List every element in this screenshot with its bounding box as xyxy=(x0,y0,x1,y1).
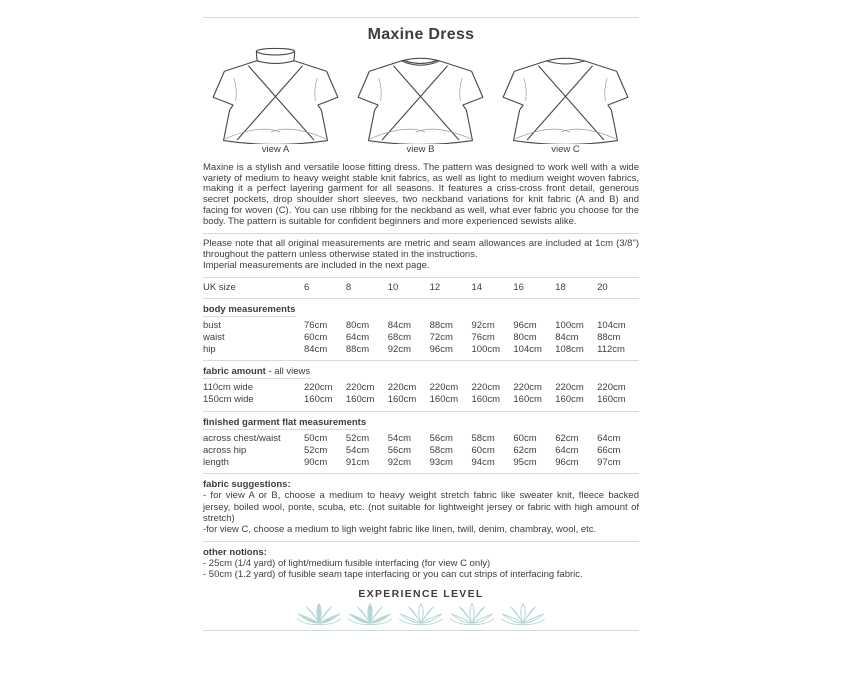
turtleneck-collar xyxy=(256,48,294,63)
lotus-outline-icon xyxy=(449,602,495,627)
row-label: 150cm wide xyxy=(203,394,254,406)
measurement-row xyxy=(203,457,639,469)
fabric-suggestions xyxy=(203,479,639,535)
measurement-value: 88cm xyxy=(597,331,621,343)
top-divider xyxy=(203,17,639,18)
section-header xyxy=(203,414,367,430)
measurement-value: 112cm xyxy=(597,343,625,355)
dress-illustrations xyxy=(203,47,639,155)
measurement-value: 76cm xyxy=(304,319,328,331)
row-label: across chest/waist xyxy=(203,432,281,444)
measurement-value: 62cm xyxy=(555,432,579,444)
pattern-description: Maxine is a stylish and versatile loose fitting dress. The pattern was designed to work well with a wide variety of medium to heavy weight stable knit fabrics, as well as light to medium weight woven fabrics, making it a perfect layering garment for all seasons. It features a criss-cross front detail, generous secret pockets, drop shoulder short sleeves, two neckband variations for knit fabric (A and B) and facing for woven (C). You can use ribbing for the neckband as well, what ever fabric you choose for the body. The pattern is suitable for confident beginners and more experienced sewists alike. xyxy=(203,162,639,227)
row-label: bust xyxy=(203,319,221,331)
measurement-value: 56cm xyxy=(387,444,411,456)
measurement-value: 220cm xyxy=(513,382,542,394)
measurement-value: 220cm xyxy=(304,382,333,394)
measurement-value: 160cm xyxy=(555,394,584,406)
view-a-label: view A xyxy=(261,144,290,155)
dress-view-c-illustration xyxy=(493,47,638,144)
row-label: waist xyxy=(203,331,225,343)
other-notions xyxy=(203,547,639,581)
measurement-value: 80cm xyxy=(513,331,537,343)
measurement-value: 54cm xyxy=(345,444,370,456)
measurement-value: 92cm xyxy=(387,343,411,355)
size-value: 14 xyxy=(471,282,483,294)
measurement-value: 50cm xyxy=(304,432,328,444)
measurement-value: 64cm xyxy=(555,444,579,456)
measurement-value: 60cm xyxy=(304,331,328,343)
note-imperial: Imperial measurements are included in the next page. xyxy=(203,259,430,271)
measurement-value: 220cm xyxy=(597,382,626,394)
section-header xyxy=(203,301,296,317)
measurement-value: 56cm xyxy=(429,432,453,444)
measurement-value: 160cm xyxy=(513,394,542,406)
measurement-rows xyxy=(203,320,639,357)
measurement-value: 220cm xyxy=(471,382,501,394)
view-c-label: view C xyxy=(551,144,580,155)
size-value: 18 xyxy=(555,282,566,294)
section-finished-garment xyxy=(203,412,639,470)
row-label: across hip xyxy=(203,444,247,456)
measurement-value: 94cm xyxy=(471,456,495,468)
experience-level-title: EXPERIENCE LEVEL xyxy=(358,587,484,600)
measurement-value: 160cm xyxy=(597,394,626,406)
measurement-value: 220cm xyxy=(345,382,375,394)
measurement-value: 220cm xyxy=(429,382,459,394)
section-title: fabric amount xyxy=(203,366,266,378)
divider xyxy=(203,473,639,474)
measurement-value: 220cm xyxy=(555,382,584,394)
section-header xyxy=(203,363,311,379)
size-header-row xyxy=(203,278,639,297)
measurement-value: 160cm xyxy=(387,394,417,406)
measurement-value: 88cm xyxy=(345,343,370,355)
measurement-value: 54cm xyxy=(387,432,411,444)
measurement-value: 100cm xyxy=(555,319,584,331)
measurement-value: 108cm xyxy=(555,343,584,355)
measurement-note xyxy=(203,239,639,271)
lotus-filled-icon xyxy=(296,602,342,627)
measurement-value: 84cm xyxy=(304,343,328,355)
section-title: finished garment flat measurements xyxy=(203,416,367,428)
measurement-value: 66cm xyxy=(597,444,621,456)
measurement-value: 72cm xyxy=(429,331,453,343)
measurement-row xyxy=(203,344,639,356)
measurement-value: 68cm xyxy=(387,331,411,343)
lotus-filled-icon xyxy=(347,602,393,627)
measurement-value: 160cm xyxy=(304,394,333,406)
row-label: 110cm wide xyxy=(203,382,253,394)
figure-view-a xyxy=(203,47,348,155)
view-b-label: view B xyxy=(406,144,435,155)
other-notions-heading: other notions: xyxy=(203,546,267,558)
measurement-value: 58cm xyxy=(429,444,453,456)
measurement-value: 100cm xyxy=(471,343,501,355)
size-value: 20 xyxy=(597,282,608,294)
measurement-value: 95cm xyxy=(513,456,537,468)
measurement-row xyxy=(203,382,639,394)
other-notions-item: - 25cm (1/4 yard) of light/medium fusible interfacing (for view C only) xyxy=(203,557,491,569)
measurement-value: 64cm xyxy=(597,432,621,444)
measurement-row xyxy=(203,320,639,332)
row-label: hip xyxy=(203,343,216,355)
measurement-value: 97cm xyxy=(597,456,621,468)
measurement-value: 60cm xyxy=(513,432,537,444)
measurement-row xyxy=(203,445,639,457)
section-title: body measurements xyxy=(203,303,296,315)
bottom-divider xyxy=(203,630,639,631)
section-fabric-amount xyxy=(203,361,639,406)
measurement-value: 64cm xyxy=(345,331,370,343)
measurement-row xyxy=(203,394,639,406)
document-content xyxy=(203,0,639,631)
figure-view-b xyxy=(348,47,493,155)
measurement-value: 92cm xyxy=(471,319,495,331)
measurement-value: 84cm xyxy=(555,331,579,343)
measurement-value: 220cm xyxy=(387,382,417,394)
lotus-outline-icon xyxy=(500,602,546,627)
size-value: 16 xyxy=(513,282,524,294)
measurement-value: 90cm xyxy=(304,456,328,468)
measurement-value: 160cm xyxy=(345,394,375,406)
measurement-value: 92cm xyxy=(387,456,411,468)
divider xyxy=(203,233,639,234)
row-label: length xyxy=(203,456,229,468)
measurement-value: 60cm xyxy=(471,444,495,456)
measurement-value: 58cm xyxy=(471,432,495,444)
measurement-value: 88cm xyxy=(429,319,453,331)
dress-view-b-illustration xyxy=(348,47,493,144)
dress-view-a-illustration xyxy=(203,47,348,144)
measurement-value: 76cm xyxy=(471,331,495,343)
experience-icons xyxy=(203,602,639,627)
fabric-suggestion-item: -for view C, choose a medium to ligh weight fabric like linen, twill, denim, chambray, wool, etc. xyxy=(203,524,597,536)
figure-view-c xyxy=(493,47,638,155)
size-value: 12 xyxy=(429,282,441,294)
size-value: 6 xyxy=(304,282,310,294)
measurement-rows xyxy=(203,433,639,470)
divider xyxy=(203,541,639,542)
measurement-value: 91cm xyxy=(345,456,370,468)
measurement-value: 93cm xyxy=(429,456,453,468)
fabric-suggestion-item: - for view A or B, choose a medium to heavy weight stretch fabric like sweater knit, fleece backed jersey, boiled wool, ponte, scuba, etc. (not suitable for lightweight jersey or fabric with high amount of stretch) xyxy=(203,490,639,525)
page-title: Maxine Dress xyxy=(367,26,475,43)
measurement-rows xyxy=(203,382,639,406)
measurement-value: 160cm xyxy=(429,394,459,406)
note-metric: Please note that all original measurements are metric and seam allowances are included at 1cm (3/8") throughout the pattern unless otherwise stated in the instructions. xyxy=(203,238,639,260)
measurement-value: 160cm xyxy=(471,394,501,406)
measurement-value: 96cm xyxy=(555,456,579,468)
section-body-measurements xyxy=(203,299,639,357)
fabric-suggestions-heading: fabric suggestions: xyxy=(203,479,291,491)
measurement-row xyxy=(203,433,639,445)
size-value: 10 xyxy=(387,282,399,294)
size-value: 8 xyxy=(345,282,352,294)
measurement-value: 104cm xyxy=(597,319,626,331)
measurement-value: 62cm xyxy=(513,444,537,456)
measurement-value: 80cm xyxy=(345,319,370,331)
measurement-value: 104cm xyxy=(513,343,542,355)
measurement-value: 96cm xyxy=(513,319,537,331)
measurement-value: 96cm xyxy=(429,343,453,355)
section-subtitle: - all views xyxy=(265,366,311,378)
measurement-row xyxy=(203,332,639,344)
measurement-value: 52cm xyxy=(304,444,328,456)
size-header-label: UK size xyxy=(203,282,236,294)
measurement-value: 52cm xyxy=(345,432,370,444)
measurement-value: 84cm xyxy=(387,319,411,331)
lotus-outline-icon xyxy=(398,602,444,627)
other-notions-item: - 50cm (1.2 yard) of fusible seam tape interfacing or you can cut strips of interfacing fabric. xyxy=(203,569,583,581)
